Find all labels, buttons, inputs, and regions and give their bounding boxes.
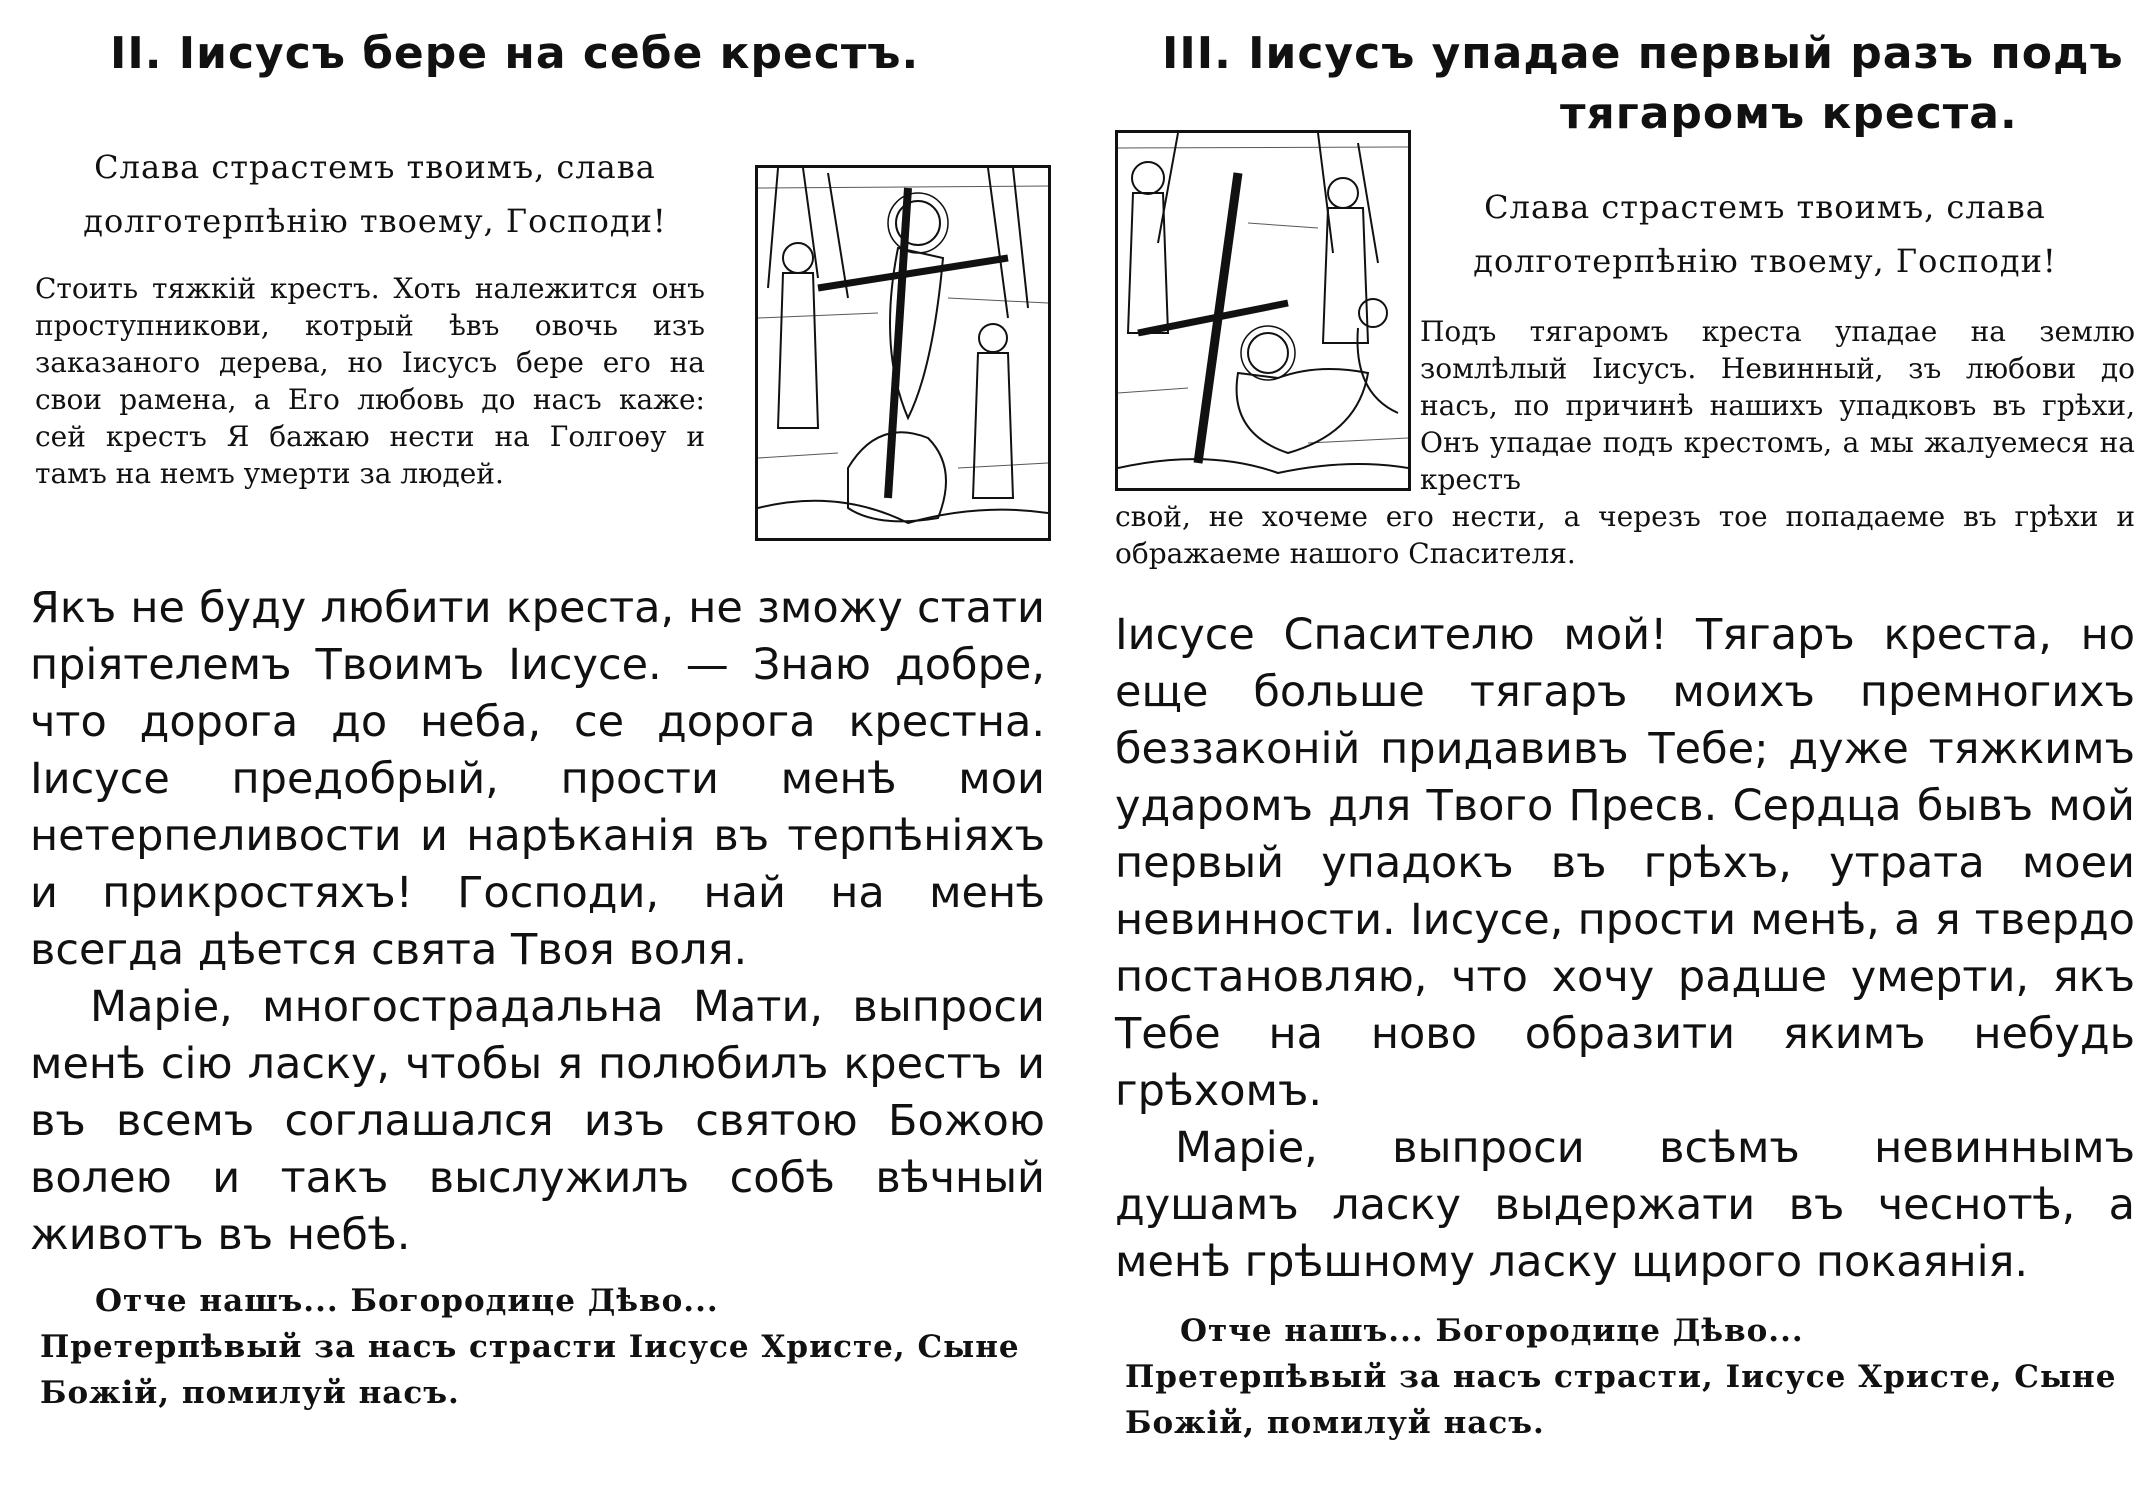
station-3-intro: Слава страстемъ твоимъ, слава долготерпѣнію твоему, Господи!	[1473, 188, 2057, 280]
station-3-paragraph-2: Маріе, выпроси всѣмъ невиннымъ душамъ ласку выдержати въ чеснотѣ, а менѣ грѣшному ласку щирого покаянія.	[1115, 1123, 2135, 1287]
station-2-paragraph-2: Маріе, многострадальна Мати, выпроси менѣ сію ласку, чтобы я полюбилъ крестъ и въ всемъ соглашался изъ святою Божою волею и такъ выслужилъ собѣ вѣчный животъ въ небѣ.	[30, 982, 1045, 1260]
station-2-paragraph-1: Якъ не буду любити креста, не зможу стати пріятелемъ Твоимъ Іисусе. — Знаю добре, что дорога до неба, се дорога крестна. Іисусе предобрый, прости менѣ мои нетерпеливости и нарѣканія въ терпѣніяхъ и прикростяхъ! Господи, най на менѣ всегда дѣется свята Твоя воля.	[30, 583, 1045, 975]
station-2-closing-line-1: Отче нашъ... Богородице Дѣво...	[95, 1283, 719, 1319]
station-3-closing-prayer	[1125, 1308, 2135, 1446]
station-2-intro: Слава страстемъ твоимъ, слава долготерпѣнію твоему, Господи!	[83, 148, 667, 240]
station-2-closing-line-2: Претерпѣвый за насъ страсти Іисусе Христе, Сыне Божій, помилуй насъ.	[40, 1329, 1020, 1411]
station-2-title: II. Іисусъ бере на себе крестъ.	[110, 28, 920, 79]
station-3-meditation-tail: свой, не хочеме его нести, а черезъ тое попадаеме въ грѣхи и ображаеме нашого Спасителя.	[1115, 500, 2135, 570]
station-3-closing-line-1: Отче нашъ... Богородице Дѣво...	[1180, 1313, 1804, 1349]
station-3-prayer-text	[1115, 607, 2135, 1291]
station-3-closing-line-2: Претерпѣвый за насъ страсти, Іисусе Христе, Сыне Божій, помилуй насъ.	[1125, 1359, 2117, 1441]
station-3-engraving	[1115, 130, 1411, 491]
station-2-meditation: Стоить тяжкій крестъ. Хоть належится онъ проступникови, котрый ѣвъ овочь изъ заказаного дерева, но Іисусъ бере его на свои рамена, а Его любовь до насъ каже: сей крестъ Я бажаю нести на Голгоѳу и тамъ на немъ умерти за людей.	[35, 272, 705, 490]
station-2-engraving	[755, 165, 1051, 541]
station-3-title-line-1: III. Іисусъ упадае первый разъ подъ	[1162, 28, 2124, 79]
station-3-meditation: Подъ тягаромъ креста упадае на землю зомлѣлый Іисусъ. Невинный, зъ любови до насъ, по причинѣ нашихъ упадковъ въ грѣхи, Онъ упадае подъ крестомъ, а мы жалуемеся на крестъ	[1420, 315, 2135, 496]
station-3-title-line-2: тягаромъ креста.	[1560, 88, 2018, 139]
station-2-closing-prayer	[40, 1278, 1040, 1416]
station-2-prayer-text	[30, 580, 1045, 1264]
right-page	[1075, 0, 2150, 1500]
station-3-paragraph-1: Іисусе Спасителю мой! Тягаръ креста, но еще больше тягаръ моихъ премногихъ беззаконій придавивъ Тебе; дуже тяжкимъ ударомъ для Твого Пресв. Сердца бывъ мой первый упадокъ въ грѣхъ, утрата моеи невинности. Іисусе, прости менѣ, а я твердо постановляю, что хочу радше умерти, якъ Тебе на ново образити якимъ небудь грѣхомъ.	[1115, 610, 2135, 1116]
